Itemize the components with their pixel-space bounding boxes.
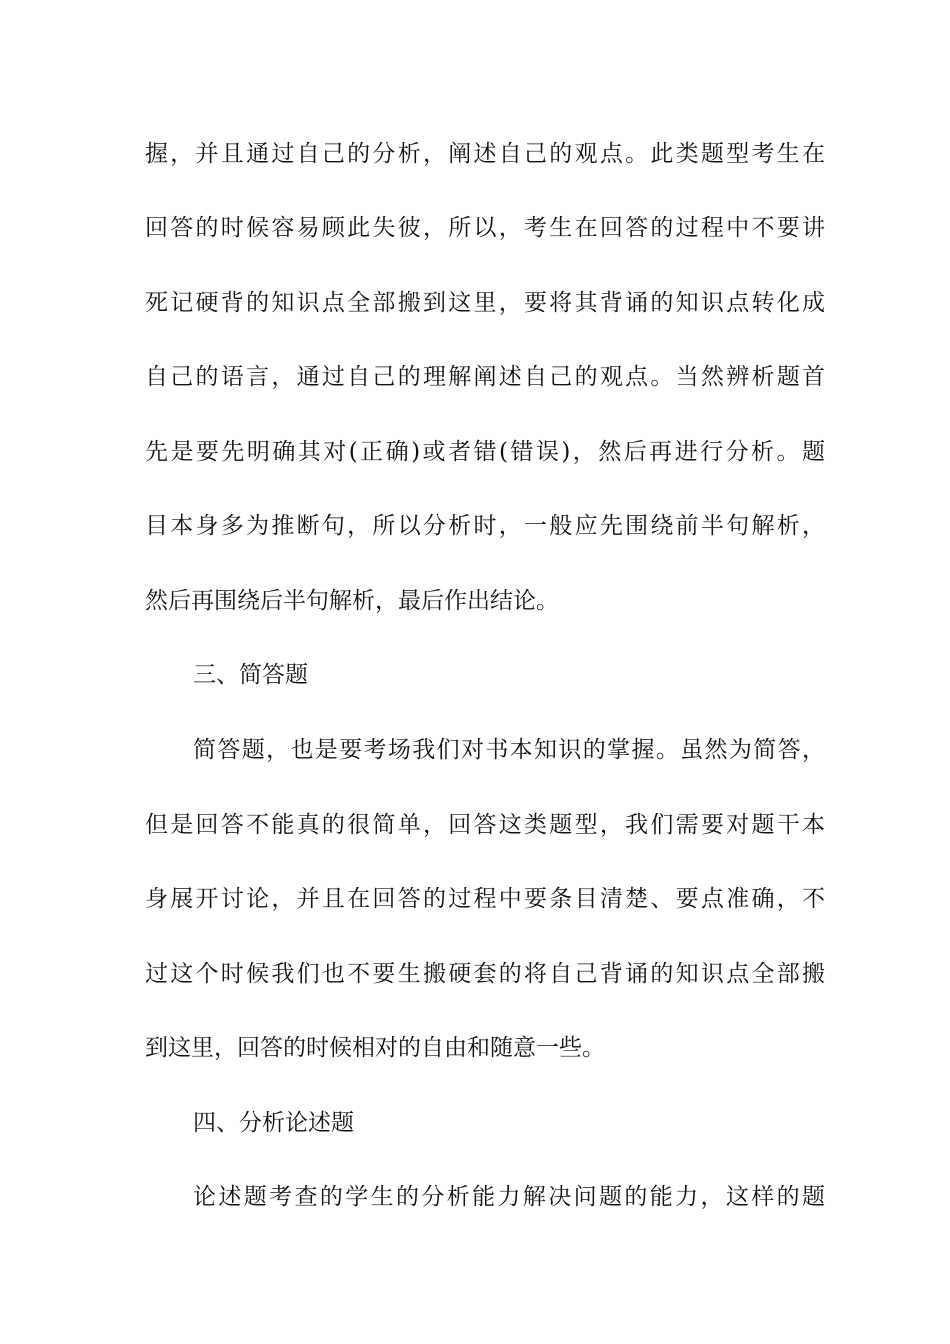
paragraph-line: 目本身多为推断句，所以分析时，一般应先围绕前半句解析， (145, 513, 825, 539)
paragraph-line: 握，并且通过自己的分析，阐述自己的观点。此类题型考生在 (145, 141, 825, 167)
paragraph-line: 简答题，也是要考场我们对书本知识的掌握。虽然为简答， (193, 737, 825, 763)
paragraph-line: 过这个时候我们也不要生搬硬套的将自己背诵的知识点全部搬 (145, 961, 825, 987)
paragraph-line: 自己的语言，通过自己的理解阐述自己的观点。当然辨析题首 (145, 364, 825, 390)
paragraph-line: 到这里，回答的时候相对的自由和随意一些。 (145, 1035, 605, 1061)
paragraph-line: 论述题考查的学生的分析能力解决问题的能力，这样的题 (193, 1184, 825, 1210)
paragraph-line: 然后再围绕后半句解析，最后作出结论。 (145, 588, 559, 614)
paragraph-line: 回答的时候容易顾此失彼，所以，考生在回答的过程中不要讲 (145, 215, 825, 241)
paragraph-line: 但是回答不能真的很简单，回答这类题型，我们需要对题干本 (145, 812, 825, 838)
paragraph-line: 死记硬背的知识点全部搬到这里，要将其背诵的知识点转化成 (145, 290, 825, 316)
paragraph-line: 先是要先明确其对(正确)或者错(错误)，然后再进行分析。题 (145, 439, 825, 465)
section-heading: 三、简答题 (193, 662, 308, 688)
paragraph-line: 身展开讨论，并且在回答的过程中要条目清楚、要点准确，不 (145, 886, 825, 912)
section-heading: 四、分析论述题 (193, 1110, 354, 1136)
